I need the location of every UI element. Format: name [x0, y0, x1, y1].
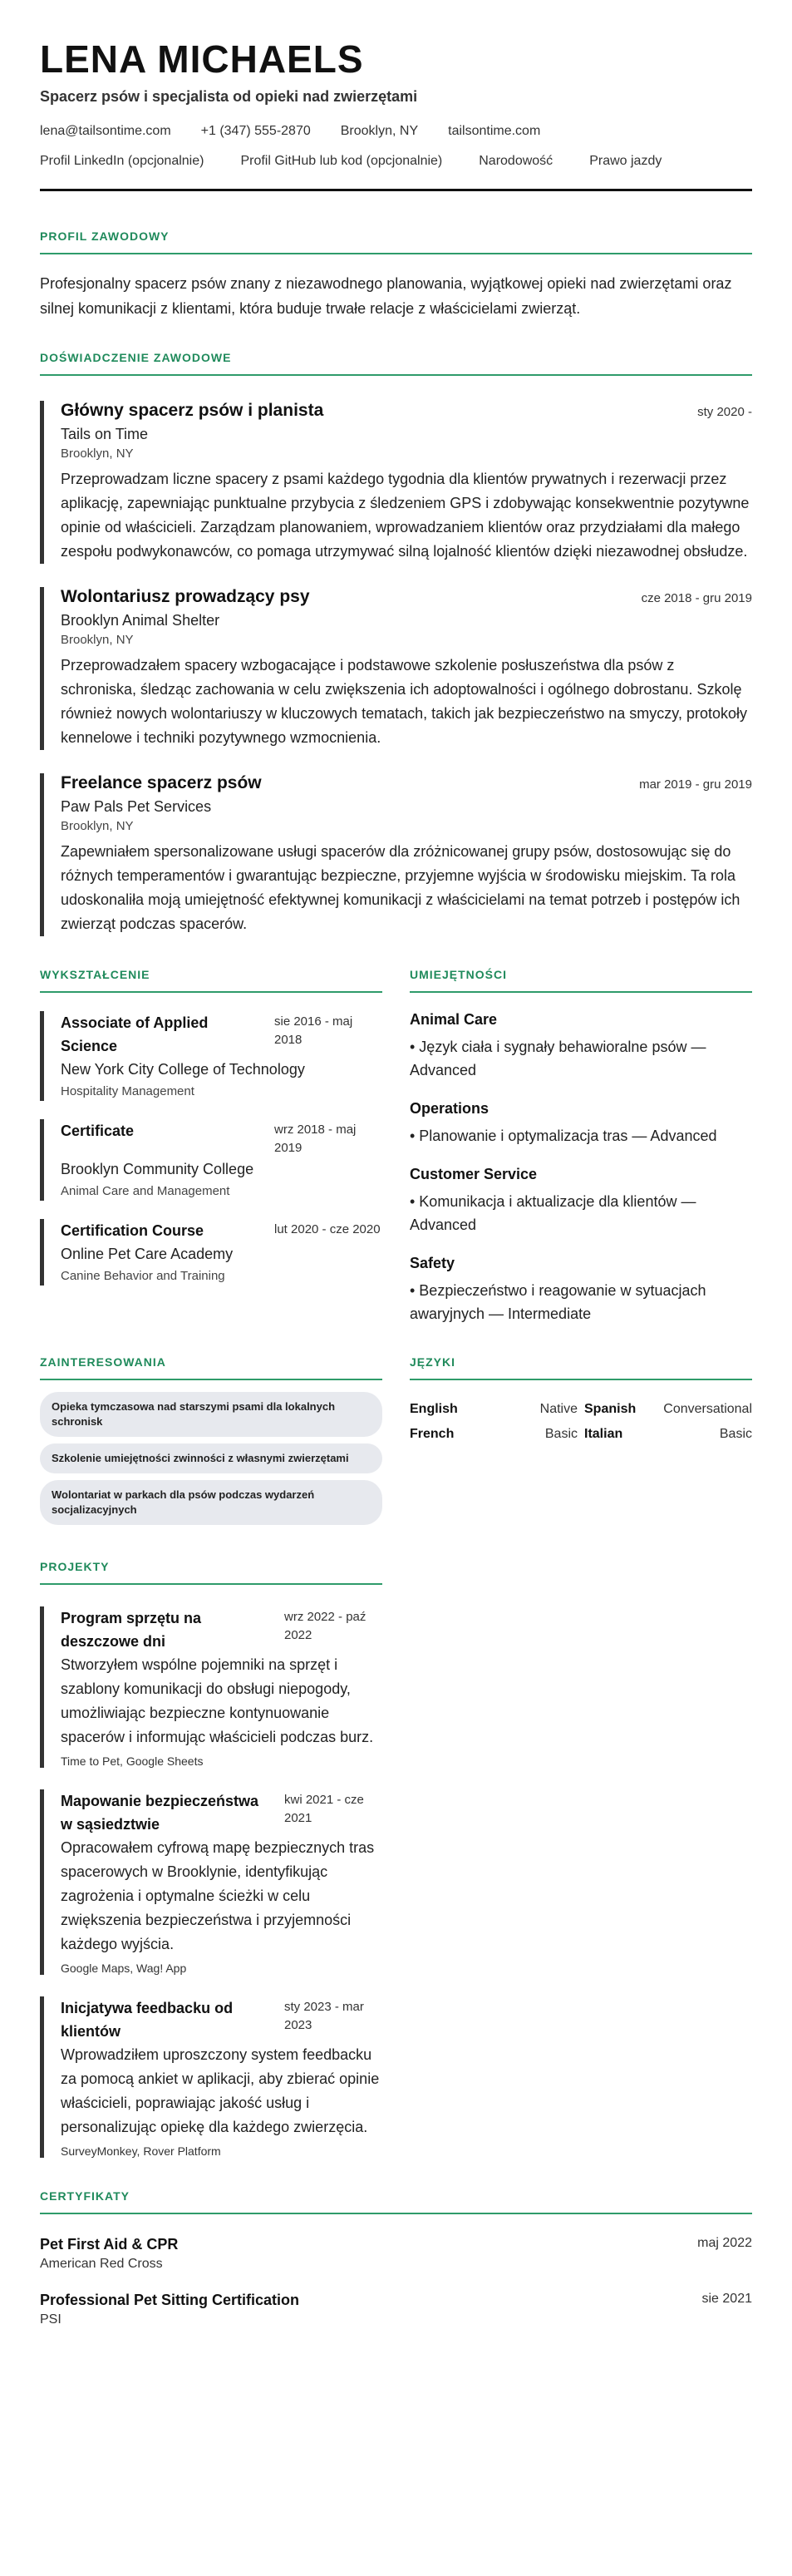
contact-nationality: Narodowość — [479, 154, 553, 168]
language-level: Native — [539, 1402, 578, 1416]
language-item — [410, 1427, 578, 1442]
section-title-profile: PROFIL ZAWODOWY — [40, 229, 752, 254]
certification-title: Pet First Aid & CPR — [40, 2236, 179, 2253]
education-item — [40, 1011, 382, 1101]
skill-group — [410, 1100, 752, 1147]
contact-phone[interactable]: +1 (347) 555-2870 — [200, 124, 311, 138]
education-section — [40, 968, 382, 1325]
contact-linkedin[interactable]: Profil LinkedIn (opcjonalnie) — [40, 154, 204, 168]
section-title-interests: ZAINTERESOWANIA — [40, 1355, 382, 1380]
interest-tag: Wolontariat w parkach dla psów podczas wydarzeń socjalizacyjnych — [40, 1480, 382, 1525]
education-date: wrz 2018 - maj 2019 — [274, 1123, 357, 1155]
skill-item: • Język ciała i sygnały behawioralne psów — Advanced — [410, 1039, 706, 1078]
interest-tag: Opieka tymczasowa nad starszymi psami dla lokalnych schronisk — [40, 1392, 382, 1437]
education-field: Hospitality Management — [61, 1084, 194, 1098]
contact-github[interactable]: Profil GitHub lub kod (opcjonalnie) — [240, 154, 443, 168]
skill-category: Operations — [410, 1100, 489, 1117]
job-description: Zapewniałem spersonalizowane usługi spacerów dla zróżnicowanej grupy psów, dostosowując się do różnych temperamentów i gwarantując bezpieczne, przyjemne wyjścia w środowisku miejskim. Ta rola udoskonaliła moją umiejętność efektywnej komunikacji z właścicielami na temat potrzeb i postępów ich zwierząt podczas spacerów. — [61, 843, 740, 932]
resume-header — [40, 37, 752, 191]
interest-tag: Szkolenie umiejętności zwinności z własnymi zwierzętami — [40, 1443, 382, 1473]
education-degree: Certificate — [61, 1123, 135, 1139]
project-title: Program sprzętu na deszczowe dni — [61, 1610, 202, 1650]
certification-item — [40, 2236, 752, 2272]
language-name: English — [410, 1402, 458, 1416]
contact-row-secondary — [40, 154, 752, 169]
header-divider — [40, 189, 752, 191]
certification-title: Professional Pet Sitting Certification — [40, 2292, 300, 2308]
job-location: Brooklyn, NY — [61, 633, 134, 647]
section-title-education: WYKSZTAŁCENIE — [40, 968, 382, 993]
project-title: Mapowanie bezpieczeństwa w sąsiedztwie — [61, 1793, 259, 1833]
contact-location: Brooklyn, NY — [340, 124, 419, 138]
certification-date: sie 2021 — [701, 2292, 752, 2306]
language-level: Conversational — [663, 1402, 752, 1416]
project-date: kwi 2021 - cze 2021 — [284, 1793, 364, 1825]
projects-section — [40, 1560, 382, 2158]
language-level: Basic — [544, 1427, 578, 1441]
experience-item — [40, 773, 752, 936]
job-company: Brooklyn Animal Shelter — [61, 612, 220, 629]
skill-item: • Bezpieczeństwo i reagowanie w sytuacjach awaryjnych — Intermediate — [410, 1282, 706, 1322]
project-tools: Time to Pet, Google Sheets — [61, 1754, 204, 1768]
education-date: sie 2016 - maj 2018 — [274, 1014, 353, 1047]
section-title-skills: UMIEJĘTNOŚCI — [410, 968, 752, 993]
skill-group — [410, 1166, 752, 1236]
education-item — [40, 1119, 382, 1201]
project-tools: SurveyMonkey, Rover Platform — [61, 2144, 221, 2158]
job-date: mar 2019 - gru 2019 — [639, 777, 752, 792]
contact-row — [40, 124, 752, 139]
education-field: Canine Behavior and Training — [61, 1269, 225, 1283]
language-item — [584, 1402, 752, 1417]
interests-section — [40, 1355, 382, 1525]
project-description: Wprowadziłem uproszczony system feedbacku za pomocą ankiet w aplikacji, aby zbierać opinie właścicieli, poprawiając jakość usług i personalizując opiekę dla każdego zwierzęcia. — [61, 2046, 380, 2135]
project-title: Inicjatywa feedbacku od klientów — [61, 2000, 234, 2040]
section-title-experience: DOŚWIADCZENIE ZAWODOWE — [40, 351, 752, 376]
language-item — [584, 1427, 752, 1442]
education-item — [40, 1219, 382, 1286]
contact-license: Prawo jazdy — [589, 154, 662, 168]
language-name: Italian — [584, 1427, 623, 1441]
project-date: sty 2023 - mar 2023 — [284, 2000, 364, 2032]
project-description: Stworzyłem wspólne pojemniki na sprzęt i szablony komunikacji do obsługi niepogody, umożliwiając bezpieczne kontynuowanie spacerów i informując właścicieli podczas burz. — [61, 1656, 374, 1745]
education-degree: Associate of Applied Science — [61, 1014, 209, 1054]
education-date: lut 2020 - cze 2020 — [274, 1222, 381, 1236]
skill-group — [410, 1255, 752, 1325]
education-school: New York City College of Technology — [61, 1061, 305, 1078]
section-title-certifications: CERTYFIKATY — [40, 2189, 752, 2214]
job-location: Brooklyn, NY — [61, 447, 134, 461]
profile-summary: Profesjonalny spacerz psów znany z niezawodnego planowania, wyjątkowej opieki nad zwierzętami oraz silnej komunikacji z klientami, która buduje trwałe relacje z właścicielami zwierząt. — [40, 275, 732, 317]
education-field: Animal Care and Management — [61, 1184, 230, 1198]
education-school: Online Pet Care Academy — [61, 1246, 234, 1262]
contact-website[interactable]: tailsontime.com — [448, 124, 541, 138]
project-description: Opracowałem cyfrową mapę bezpiecznych tras spacerowych w Brooklynie, identyfikując zagrożenia i optymalne ścieżki w celu zwiększenia bezpieczeństwa i przyjemności każdego wyjścia. — [61, 1839, 375, 1952]
job-title: Główny spacerz psów i planista — [61, 401, 324, 420]
job-title: Wolontariusz prowadzący psy — [61, 587, 310, 606]
education-degree: Certification Course — [61, 1222, 204, 1239]
skill-item: • Komunikacja i aktualizacje dla klientów — Advanced — [410, 1193, 696, 1233]
job-date: sty 2020 - — [697, 405, 752, 419]
language-name: Spanish — [584, 1402, 637, 1416]
certifications-section — [40, 2189, 752, 2327]
interests-languages-row — [40, 1355, 752, 1525]
job-description: Przeprowadzałem spacery wzbogacające i podstawowe szkolenie posłuszeństwa dla psów z schroniska, śledząc zachowania w celu zwiększenia ich adoptowalności i ogólnego dobrostanu. Szkolę również nowych wolontariuszy w kluczowych tematach, takich jak bezpieczeństwo na smyczy, protokoły kennelowe i techniki pozytywnego wzmocnienia. — [61, 657, 748, 746]
job-title: Freelance spacerz psów — [61, 773, 262, 792]
skill-category: Animal Care — [410, 1011, 498, 1028]
languages-section — [410, 1355, 752, 1525]
profile-section — [40, 229, 752, 321]
contact-email[interactable]: lena@tailsontime.com — [40, 124, 171, 138]
language-level: Basic — [719, 1427, 752, 1441]
languages-grid — [410, 1402, 752, 1442]
education-school: Brooklyn Community College — [61, 1161, 254, 1177]
section-title-projects: PROJEKTY — [40, 1560, 382, 1585]
job-company: Paw Pals Pet Services — [61, 798, 212, 815]
candidate-name: LENA MICHAELS — [40, 37, 364, 81]
project-tools: Google Maps, Wag! App — [61, 1962, 187, 1975]
experience-item — [40, 587, 752, 750]
job-date: cze 2018 - gru 2019 — [641, 591, 752, 605]
language-name: French — [410, 1427, 455, 1441]
certification-date: maj 2022 — [697, 2236, 752, 2250]
project-item — [40, 1606, 382, 1768]
education-skills-row — [40, 968, 752, 1325]
job-description: Przeprowadzam liczne spacery z psami każdego tygodnia dla klientów prywatnych i rezerwacji przez aplikację, zapewniając punktualne przybycia z śledzeniem GPS i zdobywając konsekwentnie pozytywne opinie od właścicieli. Zarządzam planowaniem, wprowadzaniem klientów oraz przydziałami dla małego zespołu podwykonawców, co pomaga utrzymywać silną lojalność klientów dzięki niezawodnej obsłudze. — [61, 471, 750, 560]
experience-item — [40, 401, 752, 564]
candidate-headline: Spacerz psów i specjalista od opieki nad zwierzętami — [40, 88, 418, 105]
job-location: Brooklyn, NY — [61, 819, 134, 833]
certification-issuer: American Red Cross — [40, 2257, 163, 2271]
project-item — [40, 1996, 382, 2158]
section-title-languages: JĘZYKI — [410, 1355, 752, 1380]
skill-category: Customer Service — [410, 1166, 538, 1182]
job-company: Tails on Time — [61, 426, 149, 442]
skill-group — [410, 1011, 752, 1082]
certification-item — [40, 2292, 752, 2327]
project-date: wrz 2022 - paź 2022 — [284, 1610, 366, 1642]
language-item — [410, 1402, 578, 1417]
skill-category: Safety — [410, 1255, 455, 1271]
skill-item: • Planowanie i optymalizacja tras — Advanced — [410, 1128, 717, 1144]
experience-section — [40, 351, 752, 936]
project-item — [40, 1789, 382, 1975]
certification-issuer: PSI — [40, 2312, 61, 2327]
skills-section — [410, 968, 752, 1325]
